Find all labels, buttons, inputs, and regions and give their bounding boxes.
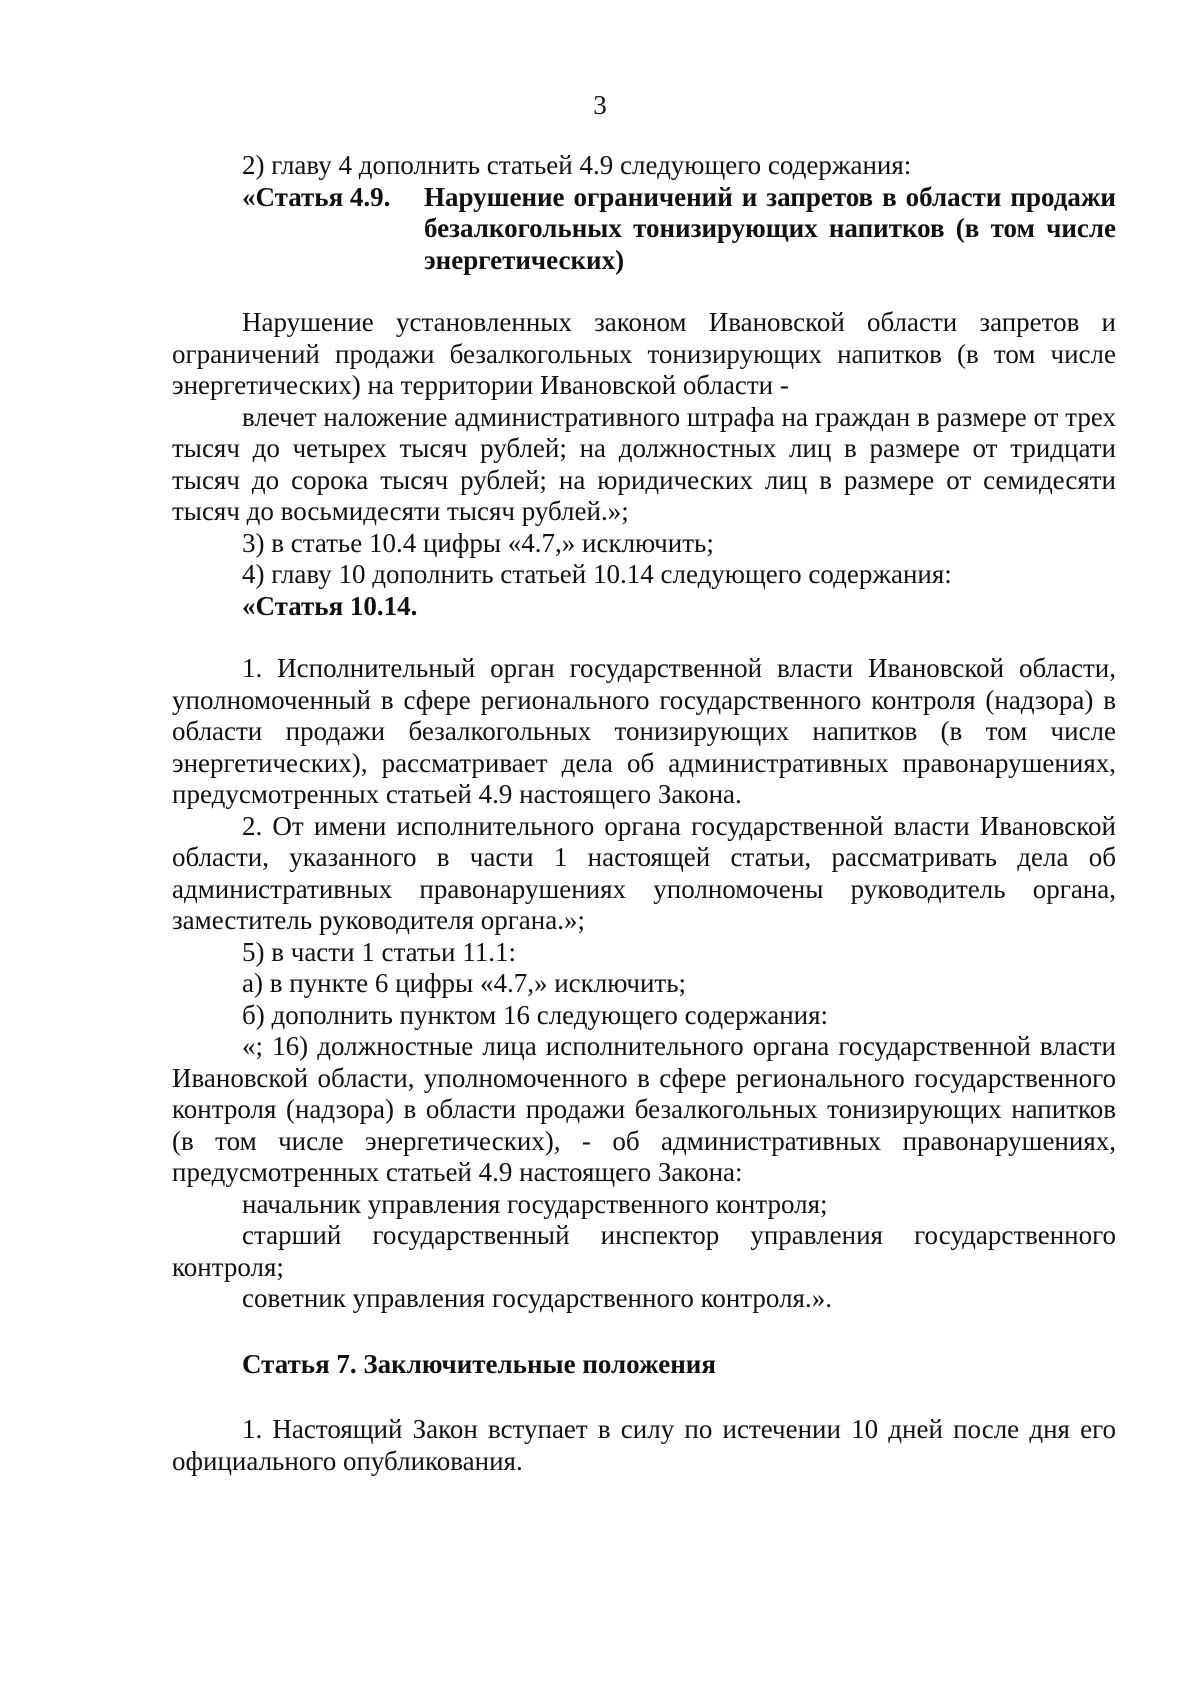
paragraph-item-5a: а) в пункте 6 цифры «4.7,» исключить; xyxy=(242,968,687,998)
paragraph-10-14-part-2: 2. От имени исполнительного органа государственной власти Ивановской области, указанного в части 1 настоящей статьи, рассматривать дела об административных правонарушениях уполномочены руководитель органа, заместитель руководителя органа.»; xyxy=(172,810,1116,935)
article-10-14-heading: «Статья 10.14. xyxy=(242,590,418,621)
paragraph-penalty: влечет наложение административного штрафа на граждан в размере от трех тысяч до четырех тысяч рублей; на должностных лиц в размере от тридцати тысяч до сорока тысяч рублей; на юридических лиц в размере от семидесяти тысяч до восьмидесяти тысяч рублей.»; xyxy=(172,401,1116,526)
article-4-9-title: Нарушение ограничений и запретов в области продажи безалкогольных тонизирующих напитков (в том числе энергетических) xyxy=(424,181,1116,275)
paragraph-violation: Нарушение установленных законом Ивановской области запретов и ограничений продажи безалкогольных тонизирующих напитков (в том числе энергетических) на территории Ивановской области - xyxy=(172,307,1116,400)
article-7-heading: Статья 7. Заключительные положения xyxy=(242,1348,716,1379)
paragraph-item-4: 4) главу 10 дополнить статьей 10.14 следующего содержания: xyxy=(242,559,952,589)
paragraph-point-16: «; 16) должностные лица исполнительного органа государственной власти Ивановской области, уполномоченного в сфере регионального государственного контроля (надзора) в области продажи безалкогольных тонизирующих напитков (в том числе энергетических), - об административных правонарушениях, предусмотренных статьей 4.9 настоящего Закона: xyxy=(172,1031,1116,1187)
paragraph-item-2: 2) главу 4 дополнить статьей 4.9 следующего содержания: xyxy=(242,150,912,180)
article-4-9-heading xyxy=(172,182,1116,277)
article-4-9-label: «Статья 4.9. xyxy=(242,181,391,212)
page-number: 3 xyxy=(593,90,607,120)
paragraph-official-3: советник управления государственного контроля.». xyxy=(242,1283,832,1313)
paragraph-official-2: старший государственный инспектор управления государственного контроля; xyxy=(172,1220,1116,1282)
document-body xyxy=(172,150,1116,1477)
paragraph-article-7-part-1: 1. Настоящий Закон вступает в силу по истечении 10 дней после дня его официального опубликования. xyxy=(172,1414,1116,1476)
paragraph-item-5b: б) дополнить пунктом 16 следующего содержания: xyxy=(242,999,829,1030)
paragraph-official-1: начальник управления государственного контроля; xyxy=(242,1188,828,1219)
paragraph-10-14-part-1: 1. Исполнительный орган государственной власти Ивановской области, уполномоченный в сфере регионального государственного контроля (надзора) в области продажи безалкогольных тонизирующих напитков (в том числе энергетических), рассматривает дела об административных правонарушениях, предусмотренных статьей 4.9 настоящего Закона. xyxy=(172,653,1116,809)
paragraph-item-3: 3) в статье 10.4 цифры «4.7,» исключить; xyxy=(242,527,714,558)
paragraph-item-5: 5) в части 1 статьи 11.1: xyxy=(242,936,516,967)
